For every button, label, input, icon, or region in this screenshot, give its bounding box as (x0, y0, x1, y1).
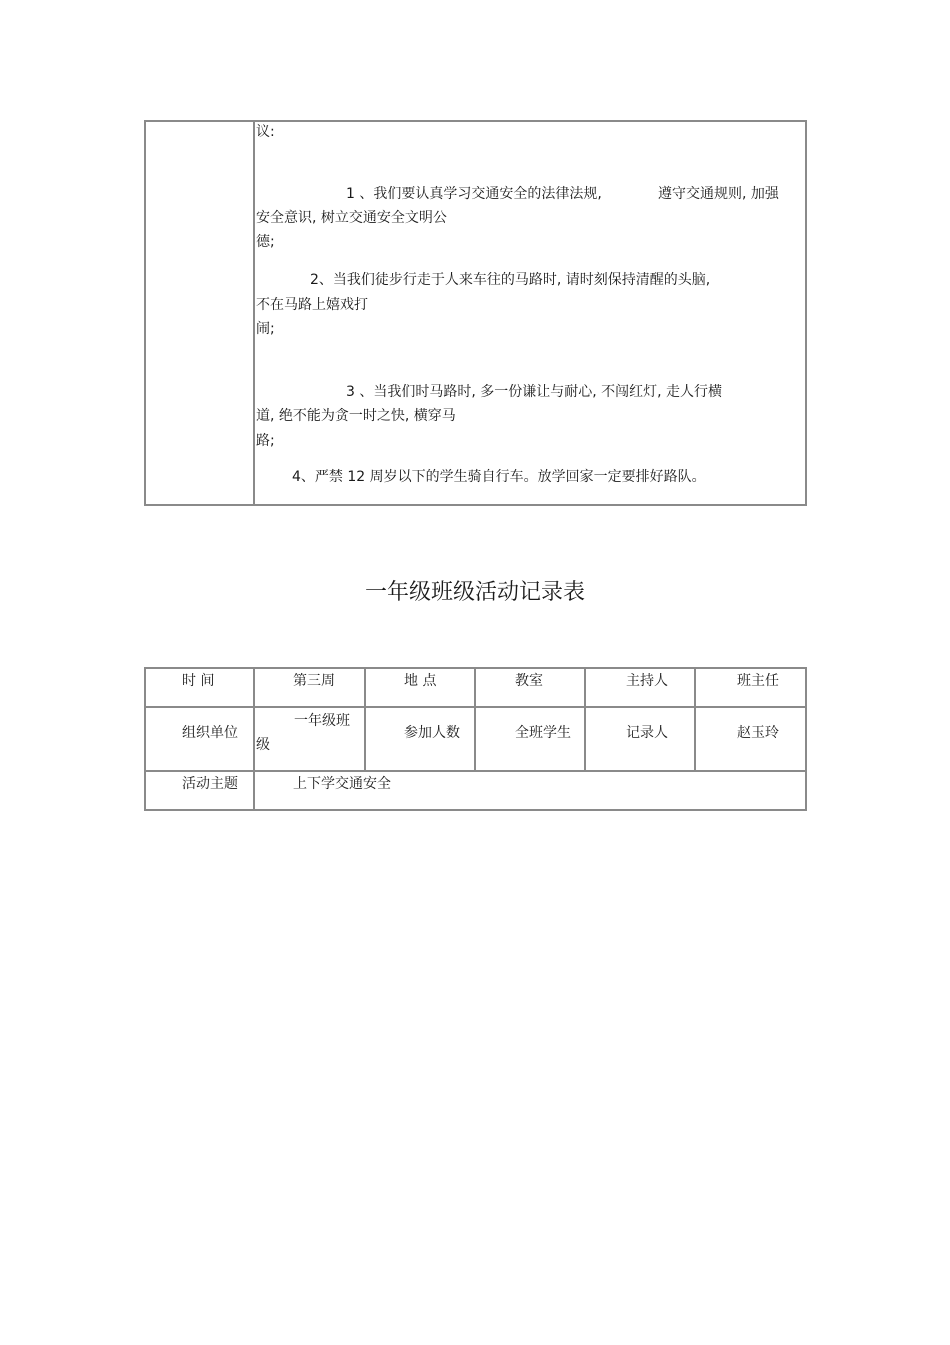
theme-value: 上下学交通安全 (293, 776, 391, 792)
record-table-vline-5 (694, 667, 696, 772)
theme-label: 活动主题 (182, 776, 238, 792)
item-1-line1b: 遵守交通规则, 加强 (658, 186, 779, 202)
time-label: 时 间 (182, 673, 215, 689)
item-2-line2: 不在马路上嬉戏打 (256, 297, 368, 313)
item-1-line2: 安全意识, 树立交通安全文明公 (256, 210, 447, 226)
location-value: 教室 (515, 673, 543, 689)
item-1-line3: 德; (256, 234, 275, 250)
record-table-vline-3 (474, 667, 476, 772)
location-label: 地 点 (404, 673, 437, 689)
host-label: 主持人 (626, 673, 668, 689)
item-1-line1a: 1 、我们要认真学习交通安全的法律法规, (346, 186, 602, 202)
time-value: 第三周 (293, 673, 335, 689)
item-3-line3: 路; (256, 433, 275, 449)
item-2-line1: 2、当我们徒步行走于人来车往的马路时, 请时刻保持清醒的头脑, (310, 272, 711, 288)
org-value-line2: 级 (256, 737, 270, 753)
continuation-intro: 议: (256, 124, 275, 140)
item-3-line2: 道, 绝不能为贪一时之快, 横穿马 (256, 408, 456, 424)
item-3-line1: 3 、当我们时马路时, 多一份谦让与耐心, 不闯红灯, 走人行横 (346, 384, 723, 400)
org-value-line1: 一年级班 (294, 713, 350, 729)
record-table-vline-4 (584, 667, 586, 772)
host-value: 班主任 (737, 673, 779, 689)
record-table-vline-1 (253, 667, 255, 811)
participants-label: 参加人数 (404, 725, 460, 741)
item-2-line3: 闹; (256, 321, 275, 337)
continuation-table (144, 120, 807, 506)
page-title: 一年级班级活动记录表 (364, 580, 585, 605)
recorder-value: 赵玉玲 (737, 725, 779, 741)
item-4-line1: 4、严禁 12 周岁以下的学生骑自行车。放学回家一定要排好路队。 (292, 469, 706, 485)
record-table-vline-2 (364, 667, 366, 772)
participants-value: 全班学生 (515, 725, 571, 741)
org-label: 组织单位 (182, 725, 238, 741)
continuation-table-divider (253, 120, 255, 506)
recorder-label: 记录人 (626, 725, 668, 741)
